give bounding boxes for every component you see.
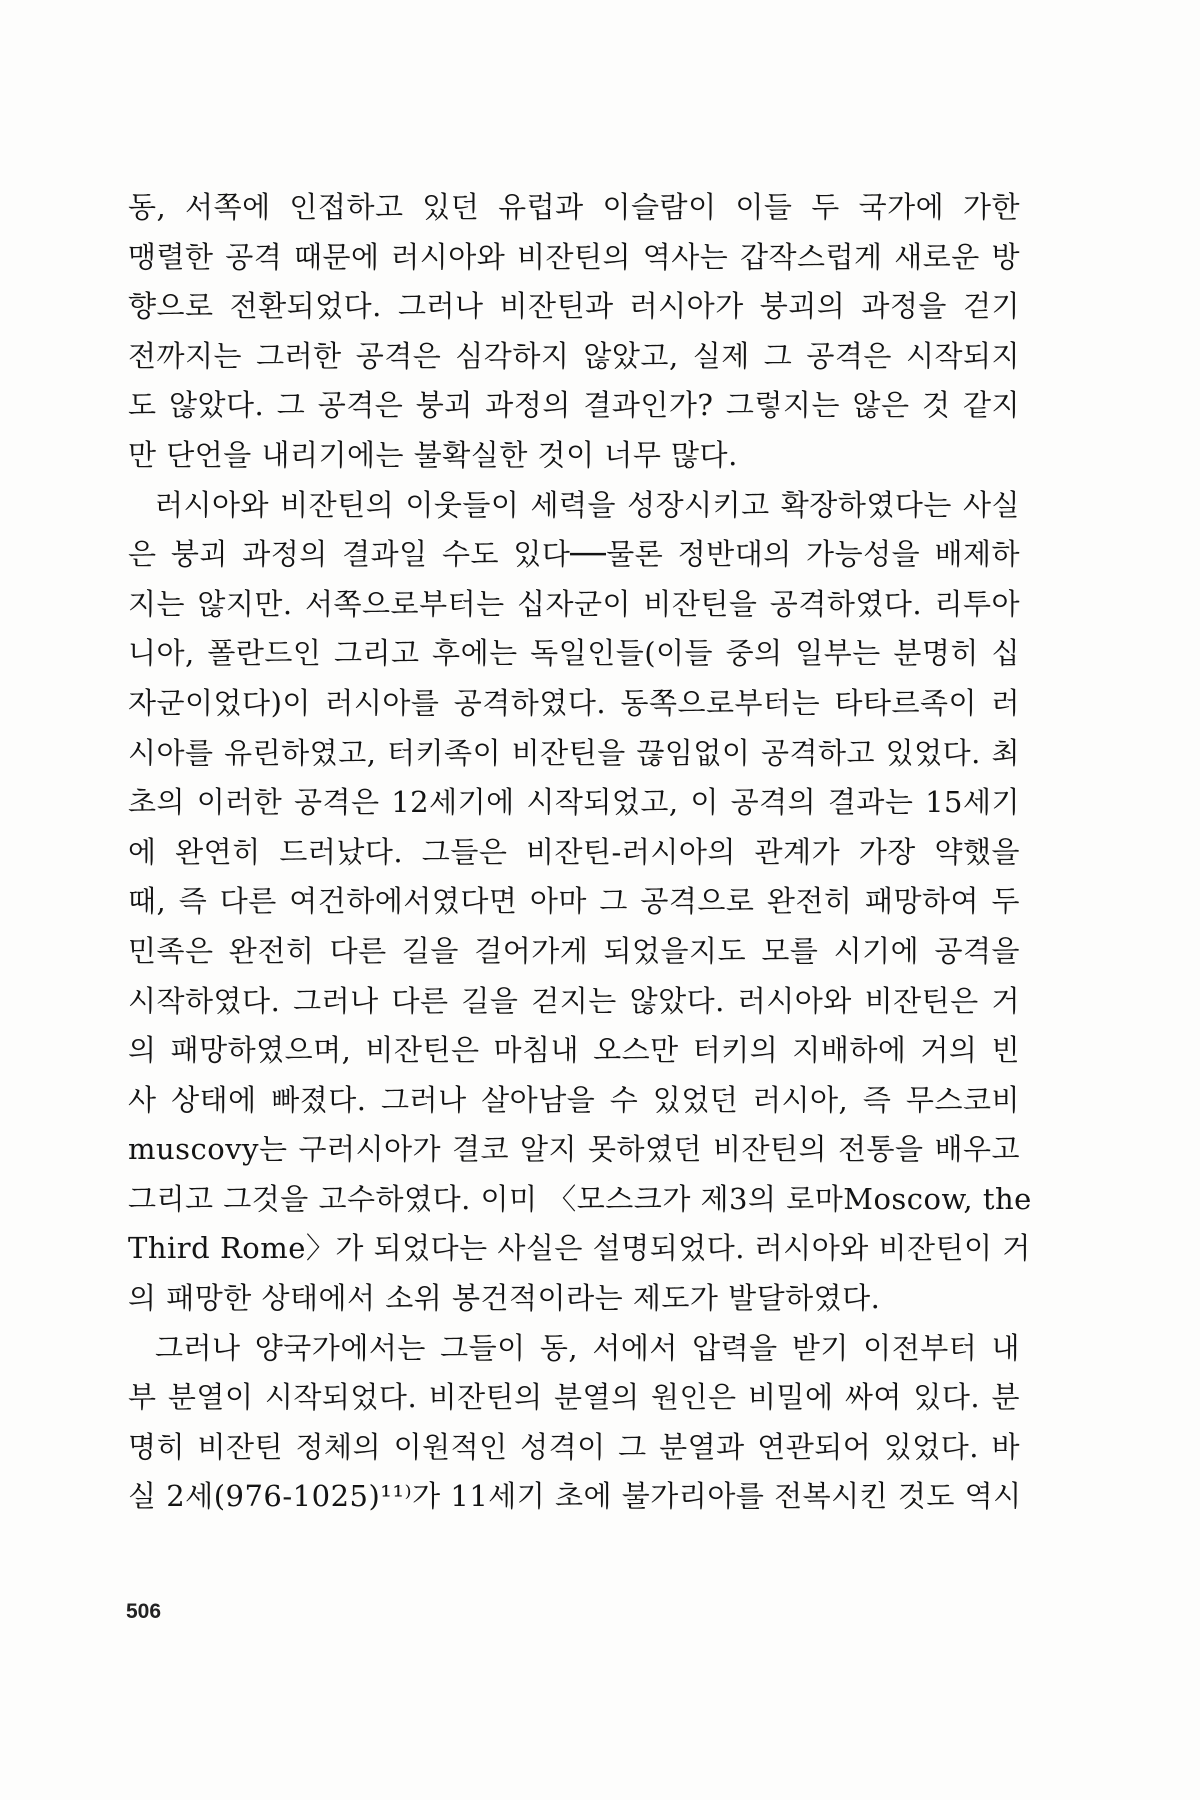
body-text bbox=[128, 183, 1032, 1522]
text-line: 민족은 완전히 다른 길을 걸어가게 되었을지도 모를 시기에 공격을 bbox=[128, 933, 1020, 968]
text-line: 전까지는 그러한 공격은 심각하지 않았고, 실제 그 공격은 시작되지 bbox=[128, 338, 1020, 373]
text-line: 때, 즉 다른 여건하에서였다면 아마 그 공격으로 완전히 패망하여 두 bbox=[128, 884, 1020, 919]
paragraph-1 bbox=[128, 183, 1020, 481]
text-line: 도 않았다. 그 공격은 붕괴 과정의 결과인가? 그렇지는 않은 것 같지 bbox=[128, 388, 1020, 423]
text-line: 초의 이러한 공격은 12세기에 시작되었고, 이 공격의 결과는 15세기 bbox=[128, 785, 1020, 820]
text-line: 지는 않지만. 서쪽으로부터는 십자군이 비잔틴을 공격하였다. 리투아 bbox=[128, 586, 1020, 621]
text-line: Third Rome〉가 되었다는 사실은 설명되었다. 러시아와 비잔틴이 거 bbox=[128, 1231, 1031, 1266]
page-number: 506 bbox=[126, 1600, 162, 1623]
text-line: 사 상태에 빠졌다. 그러나 살아남을 수 있었던 러시아, 즉 무스코비 bbox=[128, 1082, 1020, 1117]
text-line: 그리고 그것을 고수하였다. 이미 〈모스크가 제3의 로마Moscow, the bbox=[128, 1181, 1032, 1216]
text-line: 맹렬한 공격 때문에 러시아와 비잔틴의 역사는 갑작스럽게 새로운 방 bbox=[128, 239, 1020, 274]
text-line: 은 붕괴 과정의 결과일 수도 있다──물론 정반대의 가능성을 배제하 bbox=[128, 537, 1020, 572]
text-line: 의 패망한 상태에서 소위 봉건적이라는 제도가 발달하였다. bbox=[128, 1281, 881, 1316]
text-line: 시아를 유린하였고, 터키족이 비잔틴을 끊임없이 공격하고 있었다. 최 bbox=[128, 735, 1020, 770]
text-line: 만 단언을 내리기에는 불확실한 것이 너무 많다. bbox=[128, 437, 738, 472]
text-line: muscovy는 구러시아가 결코 알지 못하였던 비잔틴의 전통을 배우고 bbox=[128, 1132, 1020, 1167]
text-line: 시작하였다. 그러나 다른 길을 걷지는 않았다. 러시아와 비잔틴은 거 bbox=[128, 983, 1020, 1018]
text-line: 명히 비잔틴 정체의 이원적인 성격이 그 분열과 연관되어 있었다. 바 bbox=[128, 1429, 1020, 1464]
paragraph-3 bbox=[128, 1324, 1020, 1522]
paragraph-2 bbox=[128, 481, 1032, 1324]
text-line: 부 분열이 시작되었다. 비잔틴의 분열의 원인은 비밀에 싸여 있다. 분 bbox=[128, 1380, 1020, 1415]
text-line: 에 완연히 드러났다. 그들은 비잔틴-러시아의 관계가 가장 약했을 bbox=[128, 834, 1020, 869]
text-line: 동, 서쪽에 인접하고 있던 유럽과 이슬람이 이들 두 국가에 가한 bbox=[128, 190, 1020, 224]
text-line: 자군이었다)이 러시아를 공격하였다. 동쪽으로부터는 타타르족이 러 bbox=[128, 685, 1020, 720]
text-line: 실 2세(976-1025)¹¹⁾가 11세기 초에 불가리아를 전복시킨 것도 역시 bbox=[128, 1479, 1022, 1514]
text-line: 의 패망하였으며, 비잔틴은 마침내 오스만 터키의 지배하에 거의 빈 bbox=[128, 1033, 1020, 1068]
text-line: 향으로 전환되었다. 그러나 비잔틴과 러시아가 붕괴의 과정을 걷기 bbox=[128, 289, 1020, 324]
text-line: 러시아와 비잔틴의 이웃들이 세력을 성장시키고 확장하였다는 사실 bbox=[155, 487, 1020, 522]
text-line: 그러나 양국가에서는 그들이 동, 서에서 압력을 받기 이전부터 내 bbox=[155, 1330, 1020, 1365]
text-line: 니아, 폴란드인 그리고 후에는 독일인들(이들 중의 일부는 분명히 십 bbox=[128, 636, 1020, 671]
